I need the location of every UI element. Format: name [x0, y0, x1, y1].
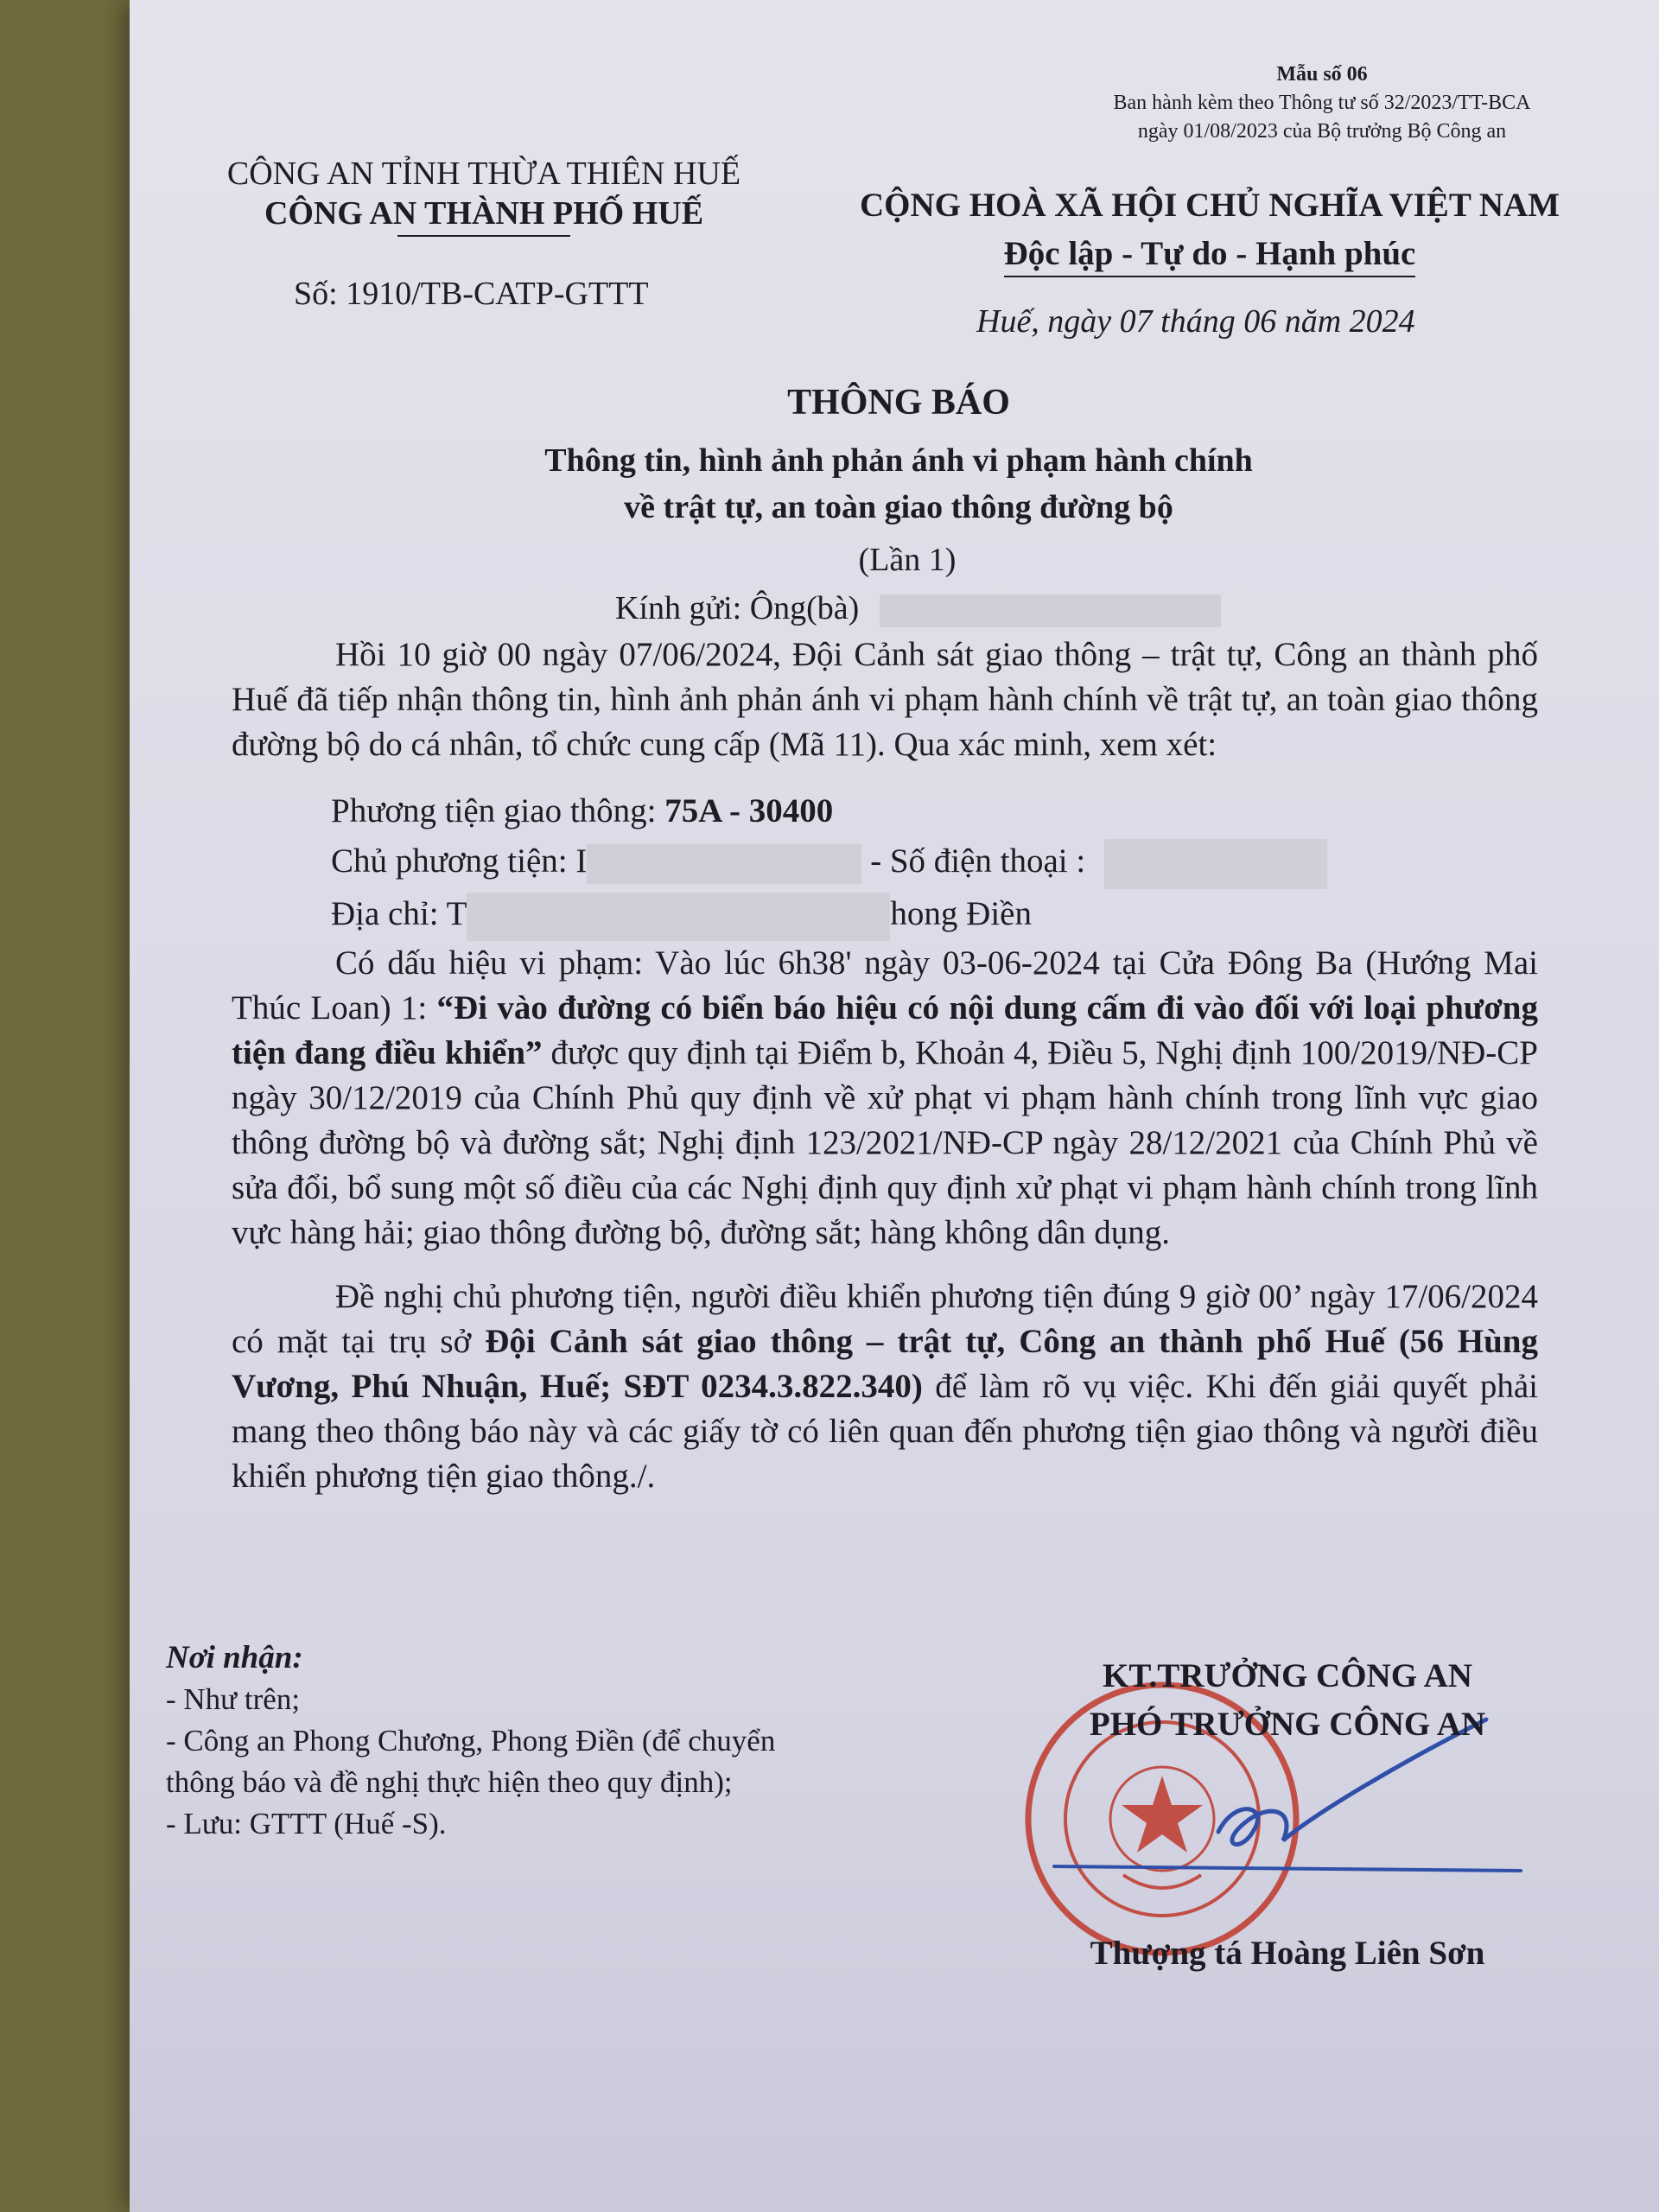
signer-name: Thượng tá Hoàng Liên Sơn: [1090, 1935, 1485, 1972]
form-number: Mẫu số 06: [1276, 63, 1368, 86]
request-paragraph: [232, 1274, 1538, 1499]
document-body: [232, 632, 1538, 1499]
violation-legal-basis: được quy định tại Điểm b, Khoản 4, Điều 5, Nghị định 100/2019/NĐ-CP ngày 30/12/2019 của Chính Phủ quy định về xử phạt vi phạm hành chính trong lĩnh vực giao thông đường bộ và đường sắt; Nghị định 123/2021/NĐ-CP ngày 28/12/2021 của Chính Phủ về sửa đổi, bổ sung một số điều của các Nghị định quy định xử phạt vi phạm hành chính trong lĩnh vực hàng hải; giao thông đường bộ, đường sắt; hàng không dân dụng.: [232, 1034, 1538, 1252]
recipients-block: [166, 1637, 775, 1845]
signature-block: [1020, 1652, 1555, 1749]
signature-title-line1: KT.TRƯỞNG CÔNG AN: [1103, 1657, 1472, 1694]
violation-description: “Đi vào đường có biển báo hiệu có nội dung cấm đi vào đối với loại phương tiện đang điều khiển”: [232, 989, 1538, 1072]
agency-underline: [397, 235, 570, 237]
document-number: Số: 1910/TB-CATP-GTTT: [294, 276, 649, 312]
redacted-phone: [1104, 839, 1327, 889]
owner-label: Chủ phương tiện:: [331, 842, 576, 880]
recipients-heading: Nơi nhận:: [166, 1640, 303, 1675]
salutation: [615, 589, 1221, 627]
address-initial: T: [446, 895, 467, 933]
form-issued-line2: ngày 01/08/2023 của Bộ trưởng Bộ Công an: [1137, 120, 1507, 143]
violation-intro: Có dấu hiệu vi phạm: Vào lúc 6h38' ngày 03-06-2024 tại Cửa Đông Ba (Hướng Mai Thúc Loan) 1:: [232, 944, 1538, 1027]
vehicle-label: Phương tiện giao thông:: [331, 792, 665, 830]
national-name: CỘNG HOÀ XÃ HỘI CHỦ NGHĨA VIỆT NAM: [859, 187, 1560, 224]
redacted-recipient-name: [880, 594, 1221, 627]
recipient-item: - Lưu: GTTT (Huế -S).: [166, 1807, 447, 1840]
request-location: Đội Cảnh sát giao thông – trật tự, Công an thành phố Huế (56 Hùng Vương, Phú Nhuận, Huế; SĐT 0234.3.822.340): [232, 1323, 1538, 1406]
place-date: Huế, ngày 07 tháng 06 năm 2024: [976, 303, 1415, 340]
owner-initial: I: [575, 842, 588, 880]
agency-parent: CÔNG AN TỈNH THỪA THIÊN HUẾ: [226, 156, 741, 192]
national-motto: Độc lập - Tự do - Hạnh phúc: [1004, 232, 1416, 277]
document-title: THÔNG BÁO: [787, 383, 1010, 423]
owner-line: [232, 836, 1538, 889]
address-end: hong Điền: [890, 895, 1032, 933]
request-details: để làm rõ vụ việc. Khi đến giải quyết phải mang theo thông báo này và các giấy tờ có liên quan đến phương tiện giao thông và người điều khiển phương tiện giao thông./.: [232, 1368, 1538, 1496]
vehicle-plate: 75A - 30400: [664, 792, 834, 830]
request-intro: Đề nghị chủ phương tiện, người điều khiển phương tiện đúng 9 giờ 00’ ngày 17/06/2024 có mặt tại trụ sở: [232, 1278, 1538, 1361]
agency-header: [199, 154, 769, 237]
subtitle-line2: về trật tự, an toàn giao thông đường bộ: [624, 489, 1173, 525]
signature-title-line2: PHÓ TRƯỞNG CÔNG AN: [1089, 1706, 1486, 1743]
national-header: [830, 181, 1590, 278]
notice-round: (Lần 1): [858, 542, 957, 578]
redacted-address: [467, 893, 890, 941]
agency-unit: CÔNG AN THÀNH PHỐ HUẾ: [264, 195, 704, 232]
recipient-item: thông báo và đề nghị thực hiện theo quy định);: [166, 1765, 733, 1799]
salutation-label: Kính gửi: Ông(bà): [615, 590, 860, 626]
phone-label: - Số điện thoại :: [861, 842, 1094, 880]
vehicle-line: [232, 786, 1538, 836]
redacted-owner-name: [587, 844, 861, 884]
recipient-item: - Công an Phong Chương, Phong Điền (để chuyển: [166, 1724, 776, 1758]
subtitle-line1: Thông tin, hình ảnh phản ánh vi phạm hành chính: [544, 442, 1253, 479]
recipient-item: - Như trên;: [166, 1682, 301, 1716]
address-label: Địa chỉ:: [331, 895, 447, 933]
violation-paragraph: [232, 941, 1538, 1255]
address-line: [232, 889, 1538, 941]
form-issued-line1: Ban hành kèm theo Thông tư số 32/2023/TT-BCA: [1113, 92, 1531, 114]
document-subtitle: [346, 437, 1452, 531]
intro-paragraph: Hồi 10 giờ 00 ngày 07/06/2024, Đội Cảnh sát giao thông – trật tự, Công an thành phố Huế đã tiếp nhận thông tin, hình ảnh phản ánh vi phạm hành chính về trật tự, an toàn giao thông đường bộ do cá nhân, tổ chức cung cấp (Mã 11). Qua xác minh, xem xét:: [232, 636, 1538, 763]
form-header: [968, 60, 1659, 146]
